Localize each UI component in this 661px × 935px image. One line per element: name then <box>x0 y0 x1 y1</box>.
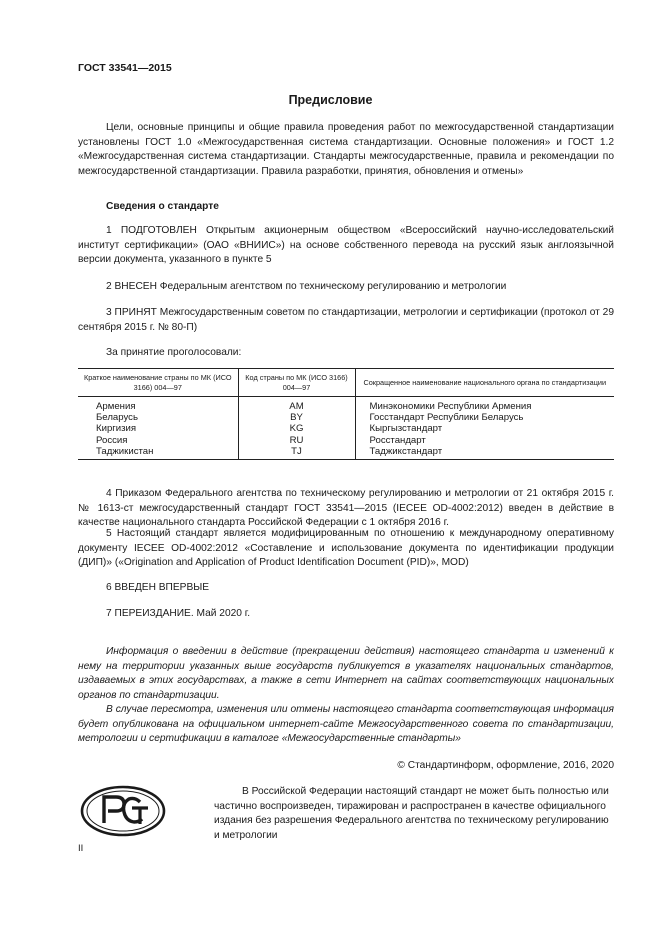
table-header-body: Сокращенное наименование национального органа по стандартизации <box>355 369 614 397</box>
table-row <box>78 435 614 446</box>
table-header-row <box>78 369 614 397</box>
body-cell: Минэкономики Республики Армения <box>369 401 532 412</box>
page-title: Предисловие <box>288 93 373 107</box>
table-header-code: Код страны по МК (ИСО 3166) 004—97 <box>238 369 355 397</box>
item-6-first-introduced: 6 ВВЕДЕН ВПЕРВЫЕ <box>106 582 210 593</box>
code-cell: KG <box>238 423 355 434</box>
item-2-submitted: 2 ВНЕСЕН Федеральным агентством по техническому регулированию и метрологии <box>106 281 507 292</box>
code-cell: AM <box>238 397 355 413</box>
country-cell: Армения <box>96 401 136 412</box>
body-cell: Кыргызстандарт <box>369 423 443 435</box>
code-cell: TJ <box>238 446 355 460</box>
country-cell: Беларусь <box>96 412 138 424</box>
body-cell: Таджикстандарт <box>355 446 614 460</box>
body-cell: Госстандарт Республики Беларусь <box>369 412 524 424</box>
info-paragraph-2: В случае пересмотра, изменения или отмены настоящего стандарта соответствующая информация будет опубликована на официальном интернет-сайте Межгосударственного совета по стандартизации, метрологии и сертификации в каталоге «Межгосударственные стандарты» <box>78 704 614 745</box>
intro-paragraph: Цели, основные принципы и общие правила проведения работ по межгосударственной стандартизации установлены ГОСТ 1.0 «Межгосударственная система стандартизации. Основные положения» и ГОСТ 1.2 «Межгосударственная система стандартизации. Стандарты межгосударственные, правила и рекомендации по межгосударственной стандартизации. Правила разработки, принятия, обновления и отмены» <box>78 122 614 177</box>
reproduction-notice: В Российской Федерации настоящий стандарт не может быть полностью или частично воспроизведен, тиражирован и распространен в качестве официального издания без разрешения Федерального агентства по техническому регулированию и метрологии <box>214 786 609 841</box>
country-cell: Таджикистан <box>78 446 238 460</box>
item-4-order: 4 Приказом Федерального агентства по техническому регулированию и метрологии от 21 октября 2015 г. № 1613-ст межгосударственный стандарт ГОСТ 33541—2015 (IECEE OD-4002:2012) введен в действие в качестве национального стандарта Российской Федерации с 1 октября 2016 г. <box>78 488 614 529</box>
item-3-adopted: 3 ПРИНЯТ Межгосударственным советом по стандартизации, метрологии и сертификации (протокол от 29 сентября 2015 г. № 80-П) <box>78 307 614 333</box>
code-cell: BY <box>238 412 355 423</box>
table-row <box>78 412 614 423</box>
copyright-line: © Стандартинформ, оформление, 2016, 2020 <box>397 760 614 771</box>
country-cell: Россия <box>96 434 128 446</box>
voted-label: За принятие проголосовали: <box>106 347 242 358</box>
item-7-reissue: 7 ПЕРЕИЗДАНИЕ. Май 2020 г. <box>106 608 251 619</box>
item-1-prepared: 1 ПОДГОТОВЛЕН Открытым акционерным обществом «Всероссийский научно-исследовательский институт сертификации» (ОАО «ВНИИС») на основе собственного перевода на русский язык англоязычной версии документа, указанного в пункте 5 <box>78 225 614 266</box>
document-number: ГОСТ 33541—2015 <box>78 62 172 74</box>
table-row <box>78 446 614 460</box>
table-header-country: Краткое наименование страны по МК (ИСО 3166) 004—97 <box>78 369 238 397</box>
code-cell: RU <box>238 435 355 446</box>
about-standard-heading: Сведения о стандарте <box>106 201 219 212</box>
table-row <box>78 423 614 434</box>
item-5-modified: 5 Настоящий стандарт является модифицированным по отношению к международному оперативному документу IECEE OD-4002:2012 «Составление и использование документа по идентификации продукции (ДИП)» («Origination and Application of Product Identification Document (PID)», MOD) <box>78 528 614 569</box>
info-paragraph-1: Информация о введении в действие (прекращении действия) настоящего стандарта и изменений к нему на территории указанных выше государств публикуется в указателях национальных стандартов, издаваемых в этих государствах, а также в сети Интернет на сайтах соответствующих национальных органов по стандартизации. <box>78 646 614 701</box>
page-number: II <box>78 843 84 854</box>
rst-logo <box>80 785 166 837</box>
table-row <box>78 397 614 413</box>
voting-table <box>78 368 614 460</box>
body-cell: Росстандарт <box>369 434 426 446</box>
country-cell: Киргизия <box>96 423 137 435</box>
